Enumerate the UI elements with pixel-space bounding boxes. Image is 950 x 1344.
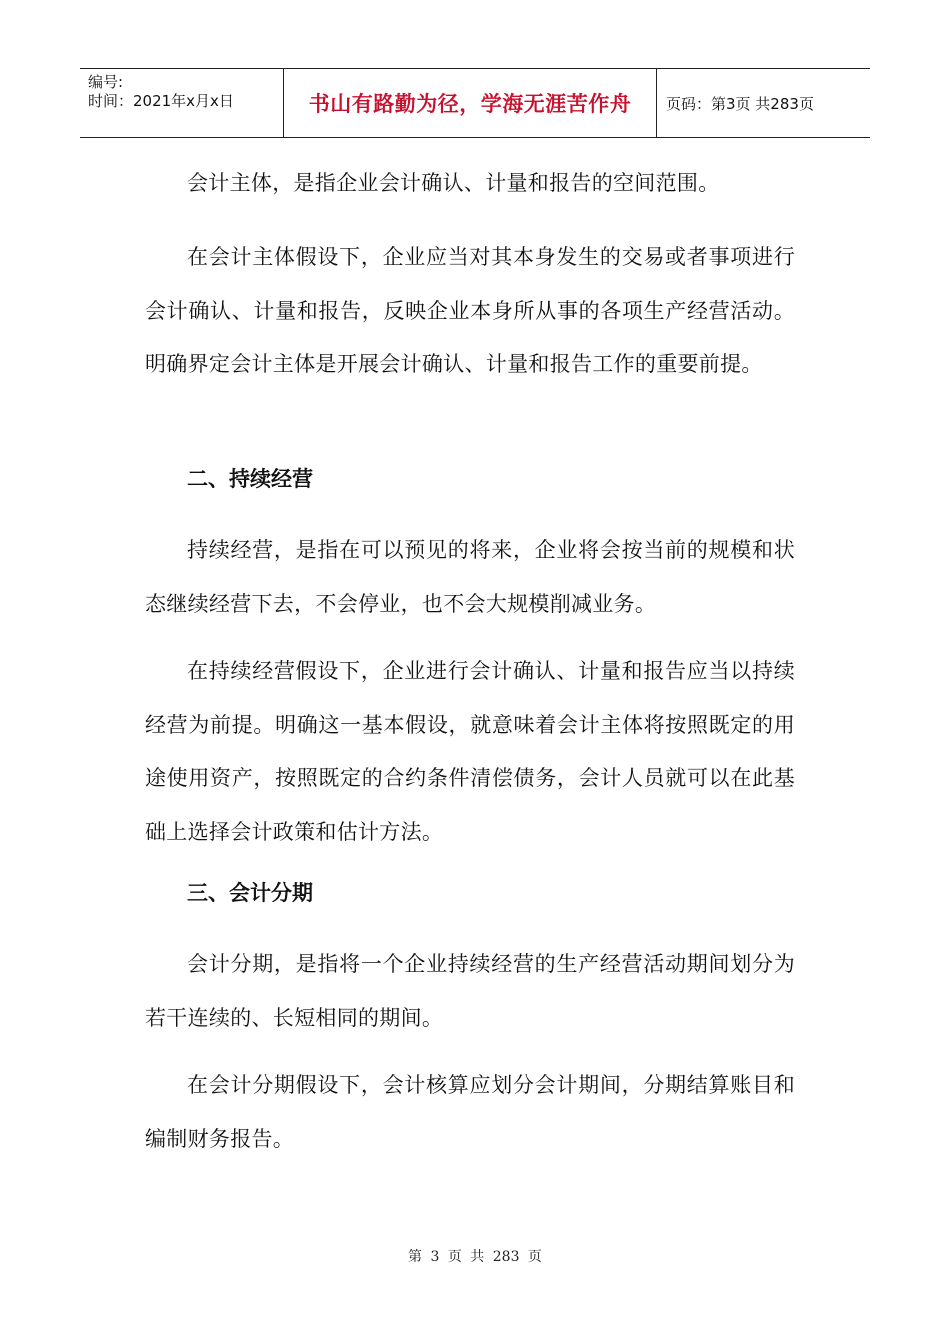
document-number-label: 编号: <box>88 73 124 91</box>
header-motto-cell <box>283 69 657 137</box>
page-header <box>80 68 870 138</box>
paragraph-going-concern-assumption: 在持续经营假设下，企业进行会计确认、计量和报告应当以持续经营为前提。明确这一基本假设，就意味着会计主体将按照既定的用途使用资产，按照既定的合约条件清偿债务，会计人员就可以在此基础上选择会计政策和估计方法。 <box>145 659 795 844</box>
header-page-info: 页码：第3页 共283页 <box>666 94 814 113</box>
paragraph-accounting-period-definition: 会计分期，是指将一个企业持续经营的生产经营活动期间划分为若干连续的、长短相同的期间。 <box>145 952 795 1030</box>
paragraph-going-concern-definition: 持续经营，是指在可以预见的将来，企业将会按当前的规模和状态继续经营下去，不会停业，也不会大规模削减业务。 <box>145 538 795 616</box>
section-heading-going-concern: 二、持续经营 <box>187 467 313 491</box>
paragraph-accounting-period-assumption: 在会计分期假设下，会计核算应划分会计期间，分期结算账目和编制财务报告。 <box>145 1073 795 1151</box>
section-heading-accounting-period: 三、会计分期 <box>187 881 313 905</box>
page-footer: 第 3 页 共 283 页 <box>408 1249 542 1265</box>
paragraph-accounting-entity-assumption: 在会计主体假设下，企业应当对其本身发生的交易或者事项进行会计确认、计量和报告，反映企业本身所从事的各项生产经营活动。明确界定会计主体是开展会计确认、计量和报告工作的重要前提。 <box>145 245 795 376</box>
header-meta <box>80 69 283 137</box>
header-page-cell <box>656 69 870 137</box>
paragraph-accounting-entity-definition: 会计主体，是指企业会计确认、计量和报告的空间范围。 <box>187 171 720 195</box>
document-date-label: 时间：2021年x月x日 <box>88 92 234 110</box>
header-motto: 书山有路勤为径，学海无涯苦作舟 <box>308 92 632 116</box>
